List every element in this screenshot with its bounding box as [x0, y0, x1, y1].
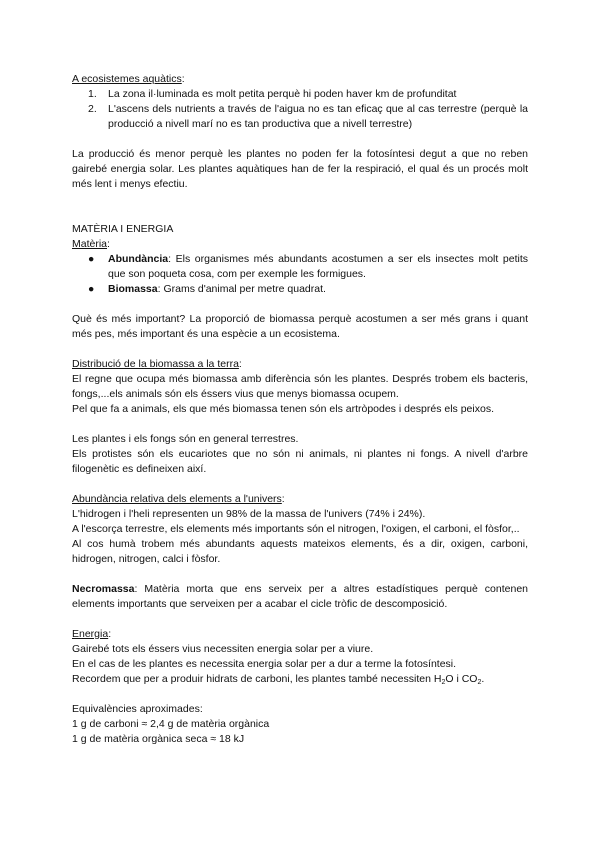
aquatic-heading: [72, 72, 528, 87]
distribucio-line-1: El regne que ocupa més biomassa amb diferència són les plantes. Després trobem els bacteris, fongs,...els animals són els éssers vius que menys biomassa ocupem.: [72, 373, 528, 400]
energia-heading-text: Energia: [72, 628, 109, 640]
materia-bullets: [72, 252, 528, 297]
necromassa-text: : Matèria morta que ens serveix per a altres estadístiques perquè contenen elements importants que serveixen per a acabar el cicle tròfic de descomposició.: [72, 583, 528, 610]
abundancia-heading: Abundància relativa dels elements a l'univers:: [72, 493, 285, 505]
energia-heading: Energia:: [72, 628, 112, 640]
list-item: ● Biomassa: Grams d'animal per metre quadrat.: [88, 283, 326, 295]
section-title: MATÈRIA I ENERGIA: [72, 223, 174, 235]
abundancia-line-1: L'hidrogen i l'heli representen un 98% de la massa de l'univers (74% i 24%).: [72, 508, 426, 520]
distribucio-heading-text: Distribució de la biomassa a la terra: [72, 358, 239, 370]
aquatic-heading-colon: :: [181, 73, 185, 85]
aquatic-heading-text: A ecosistemes aquàtics: [72, 73, 182, 85]
bullet-term: Biomassa: [108, 283, 158, 295]
list-item: 2. L'ascens dels nutrients a través de l'aigua no es tan eficaç que al cas terrestre (perquè la producció a nivell marí no es tan productiva que a nivell terrestre): [88, 103, 528, 130]
abundancia-line-2: A l'escorça terrestre, els elements més importants són el nitrogen, l'oxigen, el carboni, el fòsfor,..: [72, 523, 520, 535]
equivalency-line-1: 1 g de carboni ≈ 2,4 g de matèria orgànica: [72, 718, 270, 730]
equivalencies-title: Equivalències aproximades:: [72, 703, 203, 715]
h2o-subscript: 2: [441, 679, 446, 686]
sentence-end: .: [481, 673, 485, 685]
hidrats-text: Recordem que per a produir hidrats de carboni, les plantes també necessiten H: [72, 673, 442, 685]
distribucio-line-2: Pel que fa a animals, els que més biomassa tenen són els artròpodes i després els peixos.: [72, 403, 494, 415]
bullet-text: : Grams d'animal per metre quadrat.: [157, 283, 326, 295]
necromassa-term: Necromassa: [72, 583, 135, 595]
distribucio-line-4: Els protistes són els eucariotes que no són ni animals, ni plantes ni fongs. A nivell d'arbre filogenètic es defineixen així.: [72, 448, 528, 475]
question-paragraph: Què és més important? La proporció de biomassa perquè acostumen a ser més grans i quant més pes, més important és una espècie a un ecosistema.: [72, 313, 528, 340]
distribucio-line-3: Les plantes i els fongs són en general terrestres.: [72, 433, 299, 445]
equivalency-line-2: 1 g de matèria orgànica seca ≈ 18 kJ: [72, 733, 245, 745]
list-item: 1. La zona il·luminada es molt petita perquè hi poden haver km de profunditat: [88, 88, 457, 100]
co2-subscript: 2: [477, 679, 482, 686]
materia-heading: Matèria:: [72, 238, 110, 250]
bullet-text: : Els organismes més abundants acostumen a ser els insectes molt petits que son poqueta cosa, com per exemple les formigues.: [108, 253, 528, 280]
necromassa-paragraph: [72, 582, 528, 612]
aquatic-list: [72, 87, 528, 132]
abundancia-line-3: Al cos humà trobem més abundants aquests mateixos elements, és a dir, oxigen, carboni, hidrogen, nitrogen, calci i fòsfor.: [72, 538, 528, 565]
bullet-term: Abundància: [108, 253, 169, 265]
aquatic-paragraph: La producció és menor perquè les plantes no poden fer la fotosíntesi degut a que no reben gairebé energia solar. Les plantes aquàtiques han de fer la respiració, el qual és un procés molt més lent i menys efectiu.: [72, 148, 528, 190]
aquatic-item-1: La zona il·luminada es molt petita perquè hi poden haver km de profunditat: [108, 88, 457, 100]
h2o-tail: O i CO: [445, 673, 478, 685]
list-item: ● Abundància: Els organismes més abundants acostumen a ser els insectes molt petits que son poqueta cosa, com per exemple les formigues.: [88, 253, 528, 280]
energia-line-2: En el cas de les plantes es necessita energia solar per a dur a terme la fotosíntesi.: [72, 658, 457, 670]
document-page: [72, 72, 528, 747]
energia-line-1: Gairebé tots els éssers vius necessiten energia solar per a viure.: [72, 643, 374, 655]
energia-line-3: [72, 672, 528, 687]
abundancia-heading-text: Abundància relativa dels elements a l'univers: [72, 493, 282, 505]
aquatic-item-2: L'ascens dels nutrients a través de l'aigua no es tan eficaç que al cas terrestre (perquè la producció a nivell marí no es tan productiva que a nivell terrestre): [108, 103, 528, 130]
materia-label: Matèria: [72, 238, 108, 250]
distribucio-heading: Distribució de la biomassa a la terra:: [72, 358, 242, 370]
